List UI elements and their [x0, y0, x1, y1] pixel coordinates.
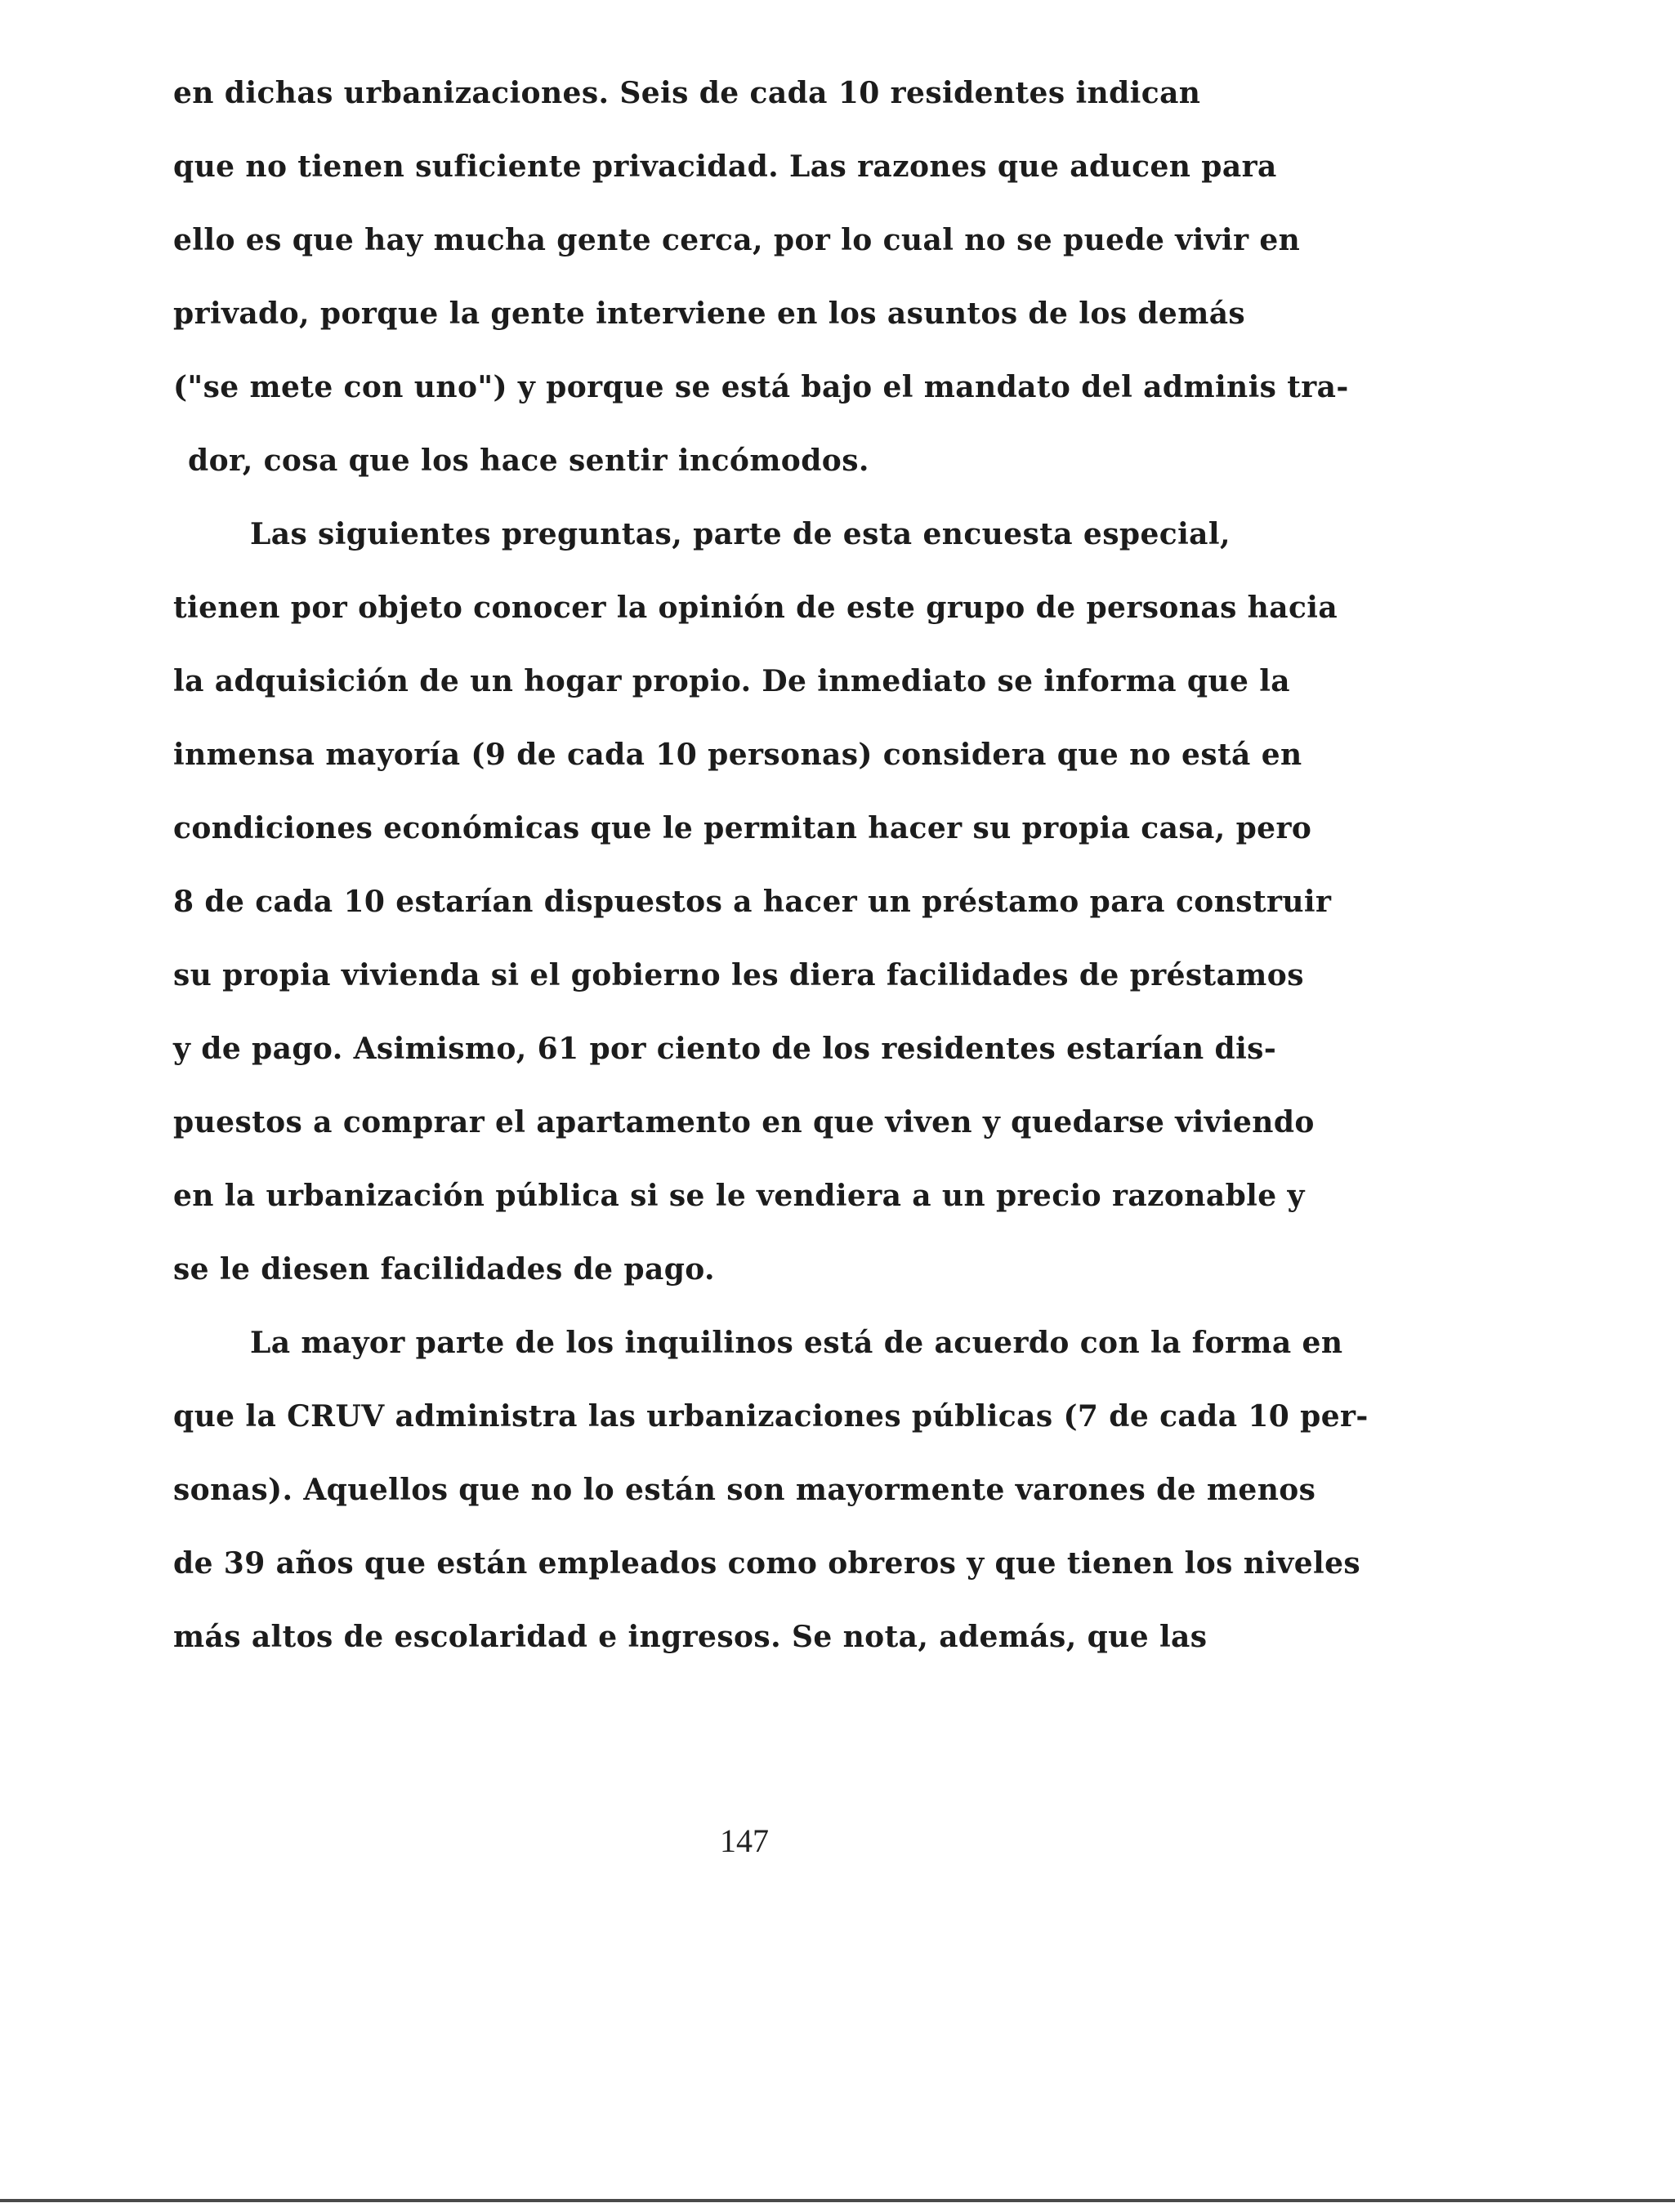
text-line: y de pago. Asimismo, 61 por ciento de los residentes estarían dis-	[173, 1032, 1277, 1066]
text-line: ello es que hay mucha gente cerca, por lo cual no se puede vivir en	[173, 223, 1301, 257]
text-line: ("se mete con uno") y porque se está bajo el mandato del adminis tra-	[173, 370, 1349, 404]
text-line: 8 de cada 10 estarían dispuestos a hacer un préstamo para construir	[173, 885, 1332, 919]
text-line: su propia vivienda si el gobierno les diera facilidades de préstamos	[173, 958, 1304, 992]
text-line: La mayor parte de los inquilinos está de acuerdo con la forma en	[250, 1326, 1343, 1360]
page-number: 147	[720, 1822, 769, 1859]
text-line: más altos de escolaridad e ingresos. Se nota, además, que las	[173, 1620, 1208, 1654]
text-line: sonas). Aquellos que no lo están son mayormente varones de menos	[173, 1473, 1316, 1507]
text-line: en dichas urbanizaciones. Seis de cada 10 residentes indican	[173, 76, 1201, 110]
text-line: condiciones económicas que le permitan hacer su propia casa, pero	[173, 811, 1312, 845]
text-line: de 39 años que están empleados como obreros y que tienen los niveles	[173, 1546, 1361, 1581]
text-line: Las siguientes preguntas, parte de esta encuesta especial,	[250, 517, 1231, 551]
text-line: que no tienen suficiente privacidad. Las razones que aducen para	[173, 149, 1277, 184]
text-line: dor, cosa que los hace sentir incómodos.	[188, 444, 869, 478]
body-text	[173, 67, 1369, 1684]
text-line: se le diesen facilidades de pago.	[173, 1252, 715, 1287]
text-line: privado, porque la gente interviene en los asuntos de los demás	[173, 297, 1246, 331]
text-line: tienen por objeto conocer la opinión de este grupo de personas hacia	[173, 591, 1338, 625]
scan-edge-line	[0, 2199, 1675, 2202]
text-line: inmensa mayoría (9 de cada 10 personas) considera que no está en	[173, 738, 1302, 772]
text-line: puestos a comprar el apartamento en que viven y quedarse viviendo	[173, 1105, 1315, 1139]
text-line: en la urbanización pública si se le vendiera a un precio razonable y	[173, 1179, 1305, 1213]
text-line: la adquisición de un hogar propio. De inmediato se informa que la	[173, 664, 1291, 698]
text-line: que la CRUV administra las urbanizaciones públicas (7 de cada 10 per-	[173, 1399, 1369, 1434]
